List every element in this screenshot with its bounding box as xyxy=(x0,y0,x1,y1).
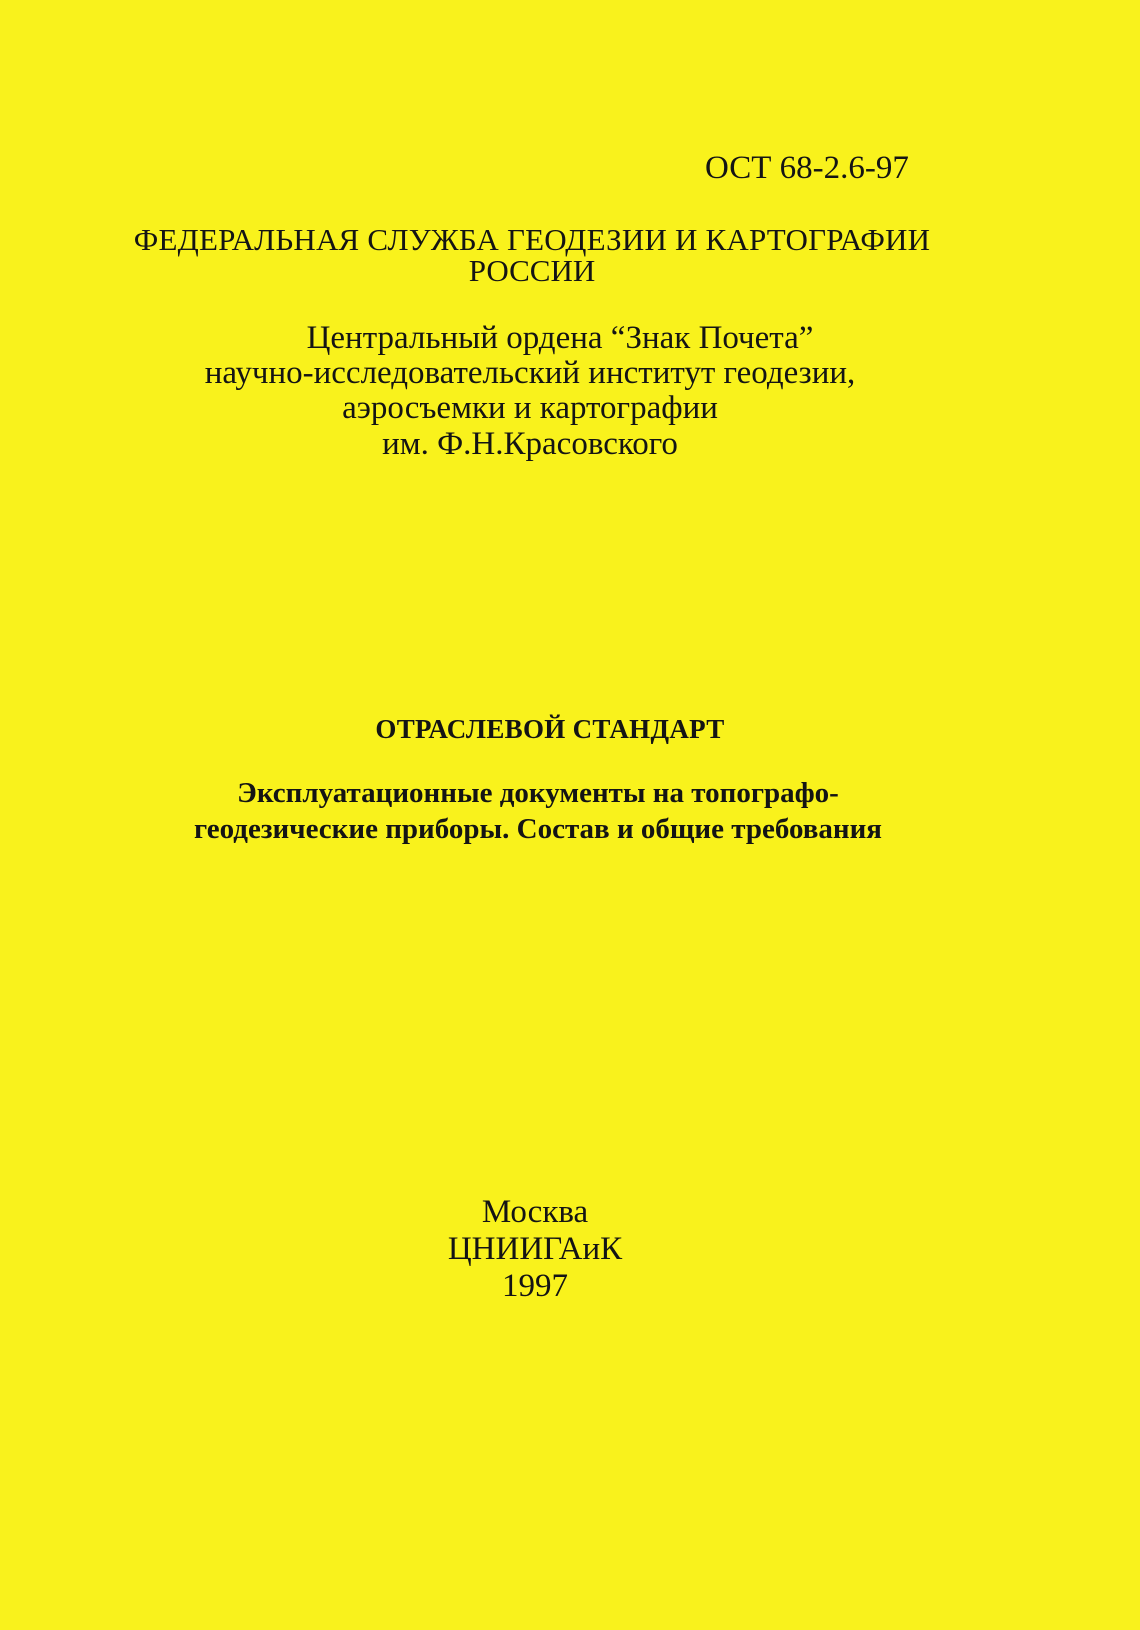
agency-line-1: ФЕДЕРАЛЬНАЯ СЛУЖБА ГЕОДЕЗИИ И КАРТОГРАФИИ xyxy=(133,222,931,257)
document-number: ОСТ 68-2.6-97 xyxy=(705,150,909,186)
institute-line-1: Центральный ордена “Знак Почета” xyxy=(306,320,814,356)
document-title-line-1: Эксплуатационные документы на топографо- xyxy=(237,777,839,809)
imprint-city: Москва xyxy=(481,1194,589,1230)
agency-line-2: РОССИИ xyxy=(468,253,596,288)
document-title-line-2: геодезические приборы. Состав и общие требования xyxy=(193,813,882,845)
institute-line-2: научно-исследовательский институт геодезии, xyxy=(204,355,856,391)
imprint-year: 1997 xyxy=(502,1268,568,1304)
institute-line-4: им. Ф.Н.Красовского xyxy=(382,426,678,462)
imprint-publisher: ЦНИИГАиК xyxy=(447,1231,623,1267)
institute-line-3: аэросъемки и картографии xyxy=(342,390,718,426)
standard-type-heading: ОТРАСЛЕВОЙ СТАНДАРТ xyxy=(375,714,725,744)
